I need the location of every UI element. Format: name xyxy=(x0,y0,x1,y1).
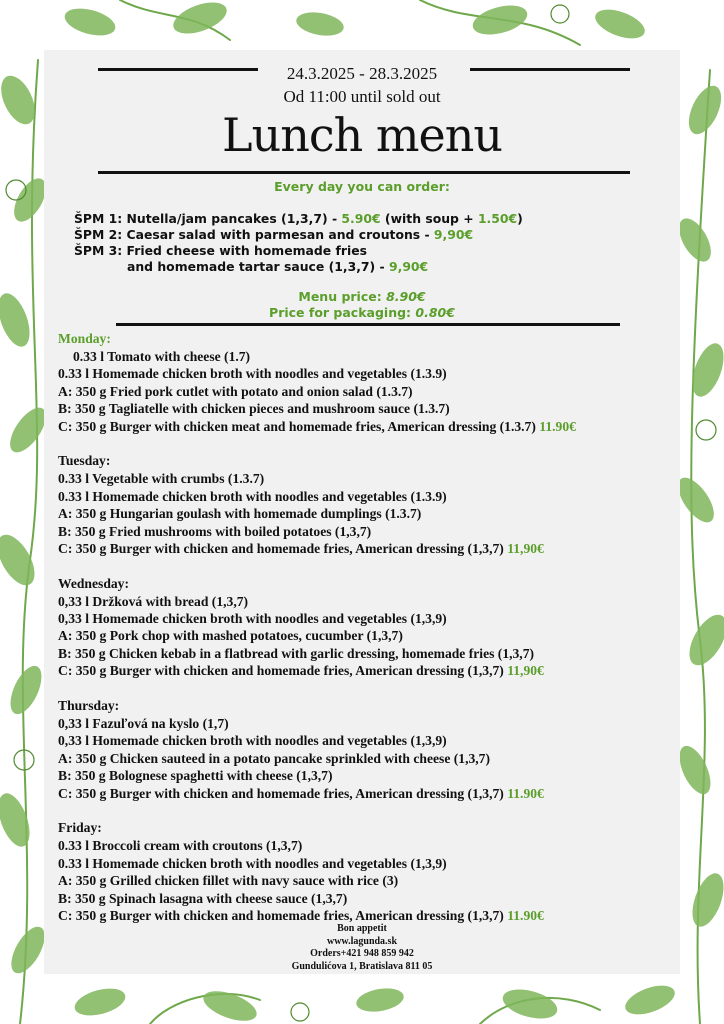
menu-panel xyxy=(44,50,680,974)
menu-item: A: 350 g Hungarian goulash with homemade dumplings (1.3.7) xyxy=(58,506,422,522)
spm-3-line-2 xyxy=(127,259,428,274)
menu-item: 0.33 l Vegetable with crumbs (1.3.7) xyxy=(58,471,265,487)
menu-item-burger xyxy=(58,540,674,557)
menu-item: 0.33 l Homemade chicken broth with noodles and vegetables (1.3.9) xyxy=(58,366,447,382)
menu-item: 0,33 l Homemade chicken broth with noodles and vegetables (1,3,9) xyxy=(58,611,447,627)
menu-item: B: 350 g Fried mushrooms with boiled potatoes (1,3,7) xyxy=(58,523,372,539)
menu-item-price: 11.90€ xyxy=(539,418,576,434)
menu-item: A: 350 g Chicken sauteed in a potato pancake sprinkled with cheese (1,3,7) xyxy=(58,750,490,766)
menu-item-text: C: 350 g Burger with chicken and homemade fries, American dressing (1,3,7) xyxy=(58,663,508,679)
menu-item: 0,33 l Fazuľová na kyslo (1,7) xyxy=(58,716,229,732)
menu-item: A: 350 g Pork chop with mashed potatoes, cucumber (1,3,7) xyxy=(58,628,403,644)
packaging-price-line xyxy=(44,305,680,320)
menu-item: 0.33 l Homemade chicken broth with noodles and vegetables (1.3.9) xyxy=(58,488,447,504)
spm-3-line xyxy=(74,243,367,258)
footer-address: Gundulićova 1, Bratislava 811 05 xyxy=(291,960,433,972)
menu-item: A: 350 g Grilled chicken fillet with navy sauce with rice (3) xyxy=(58,873,399,889)
spm-3-label-2: and homemade tartar sauce (1,3,7) - xyxy=(127,259,389,274)
spacer xyxy=(58,680,674,697)
spacer xyxy=(58,557,674,574)
menu-item-price: 11.90€ xyxy=(507,907,544,923)
menu-item-text: C: 350 g Burger with chicken and homemade fries, American dressing (1,3,7) xyxy=(58,907,508,923)
menu-item: A: 350 g Fried pork cutlet with potato and onion salad (1.3.7) xyxy=(58,383,413,399)
packaging-price-label: Price for packaging: xyxy=(269,305,416,320)
day-label-tuesday: Tuesday: xyxy=(58,453,111,469)
footer-website[interactable]: www.lagunda.sk xyxy=(326,935,398,947)
spm-3-price: 9,90€ xyxy=(388,259,429,274)
menu-item-burger xyxy=(58,907,674,924)
availability-note: Od 11:00 until sold out xyxy=(283,87,441,106)
weekly-menu xyxy=(58,330,674,924)
spm-3-label: ŠPM 3: Fried cheese with homemade fries xyxy=(74,243,368,258)
menu-item-text: C: 350 g Burger with chicken and homemade fries, American dressing (1,3,7) xyxy=(58,540,508,556)
page-title: Lunch menu xyxy=(222,108,502,162)
menu-price-line xyxy=(44,289,680,304)
menu-item: 0.33 l Homemade chicken broth with noodles and vegetables (1,3,9) xyxy=(58,855,447,871)
footer-greeting: Bon appetit xyxy=(337,923,387,934)
date-range: 24.3.2025 - 28.3.2025 xyxy=(286,64,438,83)
menu-item-burger xyxy=(58,662,674,679)
menu-item: 0,33 l Držková with bread (1,3,7) xyxy=(58,593,249,609)
spm-2-label: ŠPM 2: Caesar salad with parmesan and croutons - xyxy=(74,227,434,242)
spm-1-close: ) xyxy=(517,211,523,226)
day-label-monday: Monday: xyxy=(58,331,111,346)
menu-item-burger xyxy=(58,785,674,802)
spm-2-price: 9,90€ xyxy=(433,227,474,242)
menu-item: B: 350 g Spinach lasagna with cheese sauce (1,3,7) xyxy=(58,890,348,906)
menu-item-price: 11,90€ xyxy=(507,540,544,556)
day-label-wednesday: Wednesday: xyxy=(58,575,130,591)
day-label-thursday: Thursday: xyxy=(58,698,120,714)
menu-item: 0,33 l Homemade chicken broth with noodles and vegetables (1,3,9) xyxy=(58,733,447,749)
menu-price-label: Menu price: xyxy=(298,289,387,304)
menu-item-burger xyxy=(58,418,674,435)
spm-1-soup-price: 1.50€ xyxy=(477,211,518,226)
menu-item-price: 11.90€ xyxy=(507,785,544,801)
spm-1-line xyxy=(74,211,523,226)
menu-item-price: 11,90€ xyxy=(507,663,544,679)
spm-1-soup-text: (with soup + xyxy=(380,211,478,226)
menu-item: B: 350 g Bolognese spaghetti with cheese (1,3,7) xyxy=(58,768,333,784)
spm-2-line xyxy=(74,227,473,242)
title-rule xyxy=(98,171,630,174)
spacer xyxy=(58,435,674,452)
packaging-price-value: 0.80€ xyxy=(415,305,455,320)
menu-item: 0.33 l Tomato with cheese (1.7) xyxy=(73,349,251,364)
menu-item: B: 350 g Chicken kebab in a flatbread with garlic dressing, homemade fries (1,3,7) xyxy=(58,645,535,661)
spacer xyxy=(58,802,674,819)
spm-1-price: 5.90€ xyxy=(341,211,381,226)
day-label-friday: Friday: xyxy=(58,820,102,836)
footer xyxy=(44,923,680,973)
menu-item: B: 350 g Tagliatelle with chicken pieces and mushroom sauce (1.3.7) xyxy=(58,401,450,417)
menu-item-text: C: 350 g Burger with chicken meat and homemade fries, American dressing (1.3.7) xyxy=(58,418,540,434)
menu-price-value: 8.90€ xyxy=(386,289,426,304)
footer-orders-phone[interactable]: Orders+421 948 859 942 xyxy=(310,948,414,960)
spm-1-label: ŠPM 1: Nutella/jam pancakes (1,3,7) - xyxy=(74,211,342,226)
menu-item-text: C: 350 g Burger with chicken and homemade fries, American dressing (1,3,7) xyxy=(58,785,508,801)
every-day-heading: Every day you can order: xyxy=(274,179,450,194)
menu-item: 0.33 l Broccoli cream with croutons (1,3,7) xyxy=(58,838,303,854)
prices-rule xyxy=(116,323,620,326)
